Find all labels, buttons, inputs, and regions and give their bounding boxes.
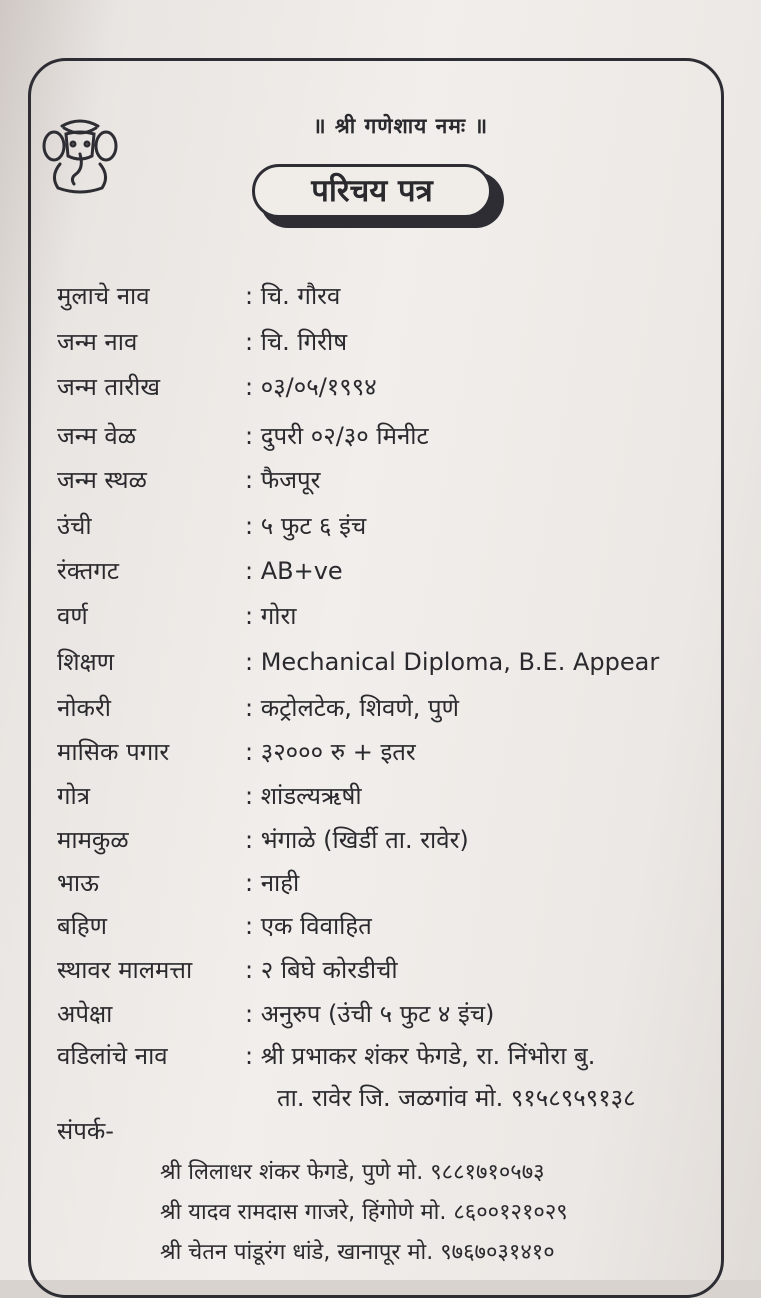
detail-value: : कट्रोलटेक, शिवणे, पुणे — [245, 694, 459, 722]
detail-value: : Mechanical Diploma, B.E. Appear — [245, 648, 660, 676]
contact-line: श्री यादव रामदास गाजरे, हिंगोणे मो. ८६००१२१०२९ — [160, 1200, 568, 1225]
detail-label: स्थावर मालमत्ता — [57, 956, 193, 984]
detail-value: : फैजपूर — [245, 466, 321, 494]
detail-value: : भंगाळे (खिर्डी ता. रावेर) — [245, 826, 469, 854]
detail-value: : नाही — [245, 869, 300, 897]
detail-label: बहिण — [57, 912, 108, 940]
contact-heading: संपर्क- — [57, 1117, 114, 1145]
detail-value: : गोरा — [245, 602, 297, 630]
detail-label: जन्म तारीख — [57, 373, 160, 401]
detail-value: ता. रावेर जि. जळगांव मो. ९१५८९५९१३८ — [277, 1084, 636, 1112]
detail-label: भाऊ — [57, 869, 99, 897]
detail-value: : २ बिघे कोरडीची — [245, 956, 398, 984]
detail-label: वर्ण — [57, 602, 88, 630]
detail-value: : ०३/०५/१९९४ — [245, 373, 377, 401]
page-title: परिचय पत्र — [252, 164, 492, 218]
detail-label: नोकरी — [57, 694, 111, 722]
detail-label: मुलाचे नाव — [57, 282, 150, 310]
contact-line: श्री लिलाधर शंकर फेगडे, पुणे मो. ९८८१७१०५७३ — [160, 1160, 545, 1185]
detail-value: : चि. गौरव — [245, 282, 341, 310]
detail-label: मामकुळ — [57, 826, 129, 854]
title-badge — [252, 164, 504, 226]
detail-label: उंची — [57, 512, 92, 540]
detail-value: : ३२००० रु + इतर — [245, 738, 416, 766]
detail-label: जन्म वेळ — [57, 422, 137, 450]
detail-value: : दुपरी ०२/३० मिनीट — [245, 422, 429, 450]
detail-value: : ५ फुट ६ इंच — [245, 512, 367, 540]
detail-label: जन्म स्थळ — [57, 466, 147, 494]
detail-value: : चि. गिरीष — [245, 328, 348, 356]
detail-value: : अनुरुप (उंची ५ फुट ४ इंच) — [245, 1000, 495, 1028]
detail-label: वडिलांचे नाव — [57, 1042, 168, 1070]
invocation-text: ॥ श्री गणेशाय नमः ॥ — [312, 114, 489, 138]
detail-label: अपेक्षा — [57, 1000, 113, 1028]
detail-label: मासिक पगार — [57, 738, 170, 766]
detail-value: : श्री प्रभाकर शंकर फेगडे, रा. निंभोरा बु. — [245, 1042, 596, 1070]
detail-label: जन्म नाव — [57, 328, 138, 356]
detail-value: : AB+ve — [245, 557, 343, 585]
detail-value: : एक विवाहित — [245, 912, 372, 940]
detail-label: रंक्तगट — [57, 557, 119, 585]
detail-label: शिक्षण — [57, 648, 115, 676]
detail-value: : शांडल्यऋषी — [245, 782, 362, 810]
detail-label: गोत्र — [57, 782, 90, 810]
contact-line: श्री चेतन पांडूरंग धांडे, खानापूर मो. ९७६७०३१४१० — [160, 1240, 555, 1265]
